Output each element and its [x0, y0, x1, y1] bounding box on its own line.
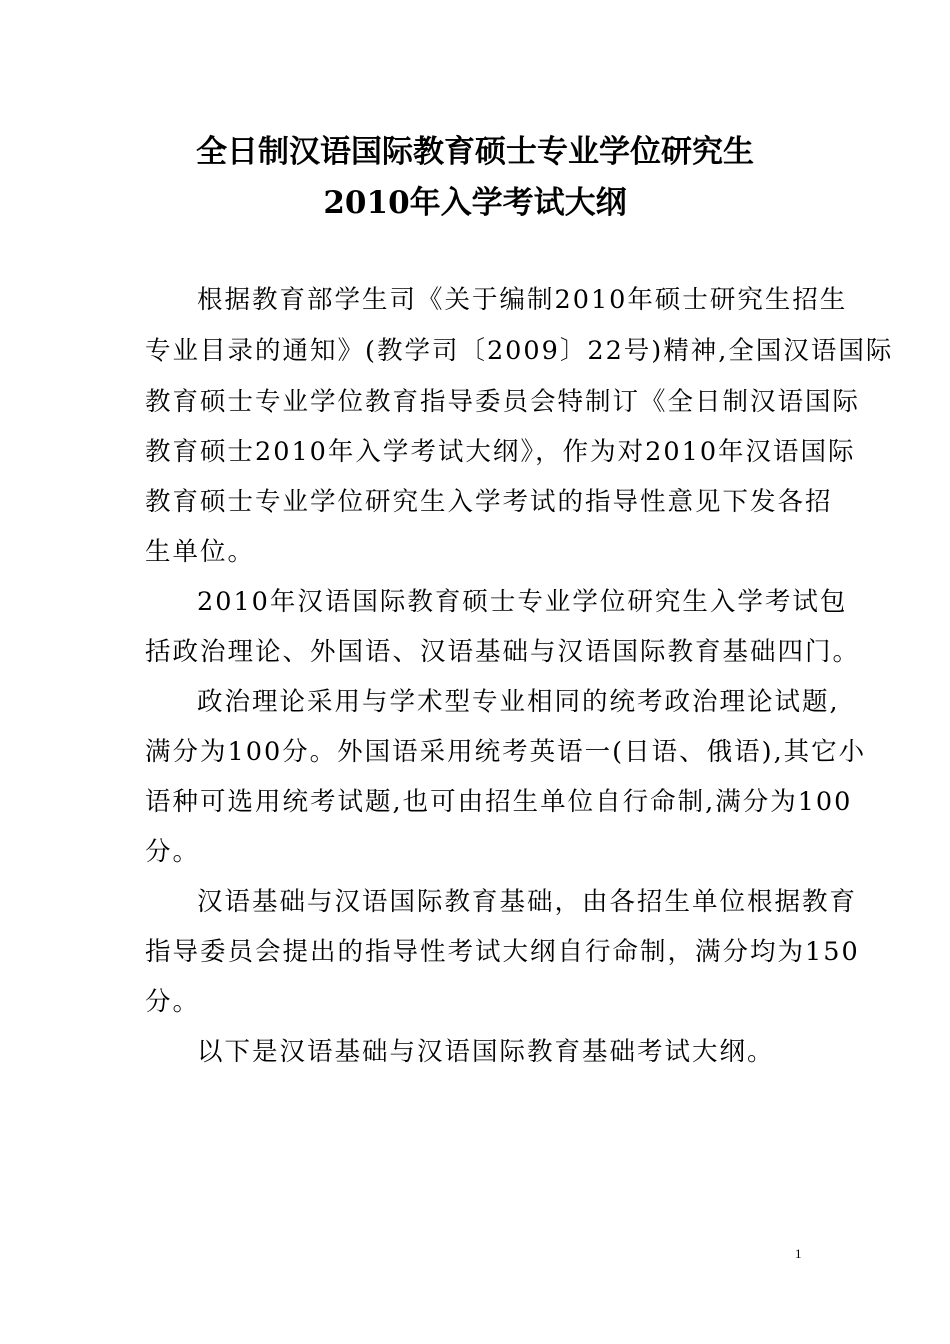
paragraph-1-line-3: 教育硕士专业学位教育指导委员会特制订《全日制汉语国际 [145, 387, 861, 417]
paragraph-1-line-1: 根据教育部学生司《关于编制2010年硕士研究生招生 [197, 285, 848, 315]
paragraph-1-line-4: 教育硕士2010年入学考试大纲》，作为对2010年汉语国际 [145, 437, 856, 467]
paragraph-1-line-5: 教育硕士专业学位研究生入学考试的指导性意见下发各招 [145, 487, 833, 517]
paragraph-4-line-2: 指导委员会提出的指导性考试大纲自行命制，满分均为150 [145, 937, 860, 967]
document-title-line-2: 2010年入学考试大纲 [323, 185, 627, 221]
paragraph-1-line-2: 专业目录的通知》(教学司〔2009〕22号)精神,全国汉语国际 [145, 336, 894, 366]
paragraph-3-line-1: 政治理论采用与学术型专业相同的统考政治理论试题, [197, 687, 840, 717]
paragraph-4-line-1: 汉语基础与汉语国际教育基础，由各招生单位根据教育 [197, 887, 858, 917]
paragraph-4-line-3: 分。 [145, 987, 201, 1017]
paragraph-3-line-4: 分。 [145, 837, 201, 867]
paragraph-3-line-2: 满分为100分。外国语采用统考英语一(日语、俄语),其它小 [145, 737, 867, 767]
paragraph-1-line-6: 生单位。 [145, 537, 256, 567]
document-title-line-1: 全日制汉语国际教育硕士专业学位研究生 [196, 134, 754, 170]
paragraph-2-line-1: 2010年汉语国际教育硕士专业学位研究生入学考试包 [197, 587, 848, 617]
paragraph-2-line-2: 括政治理论、外国语、汉语基础与汉语国际教育基础四门。 [145, 637, 861, 667]
page-number: 1 [795, 1246, 802, 1261]
paragraph-5-line-1: 以下是汉语基础与汉语国际教育基础考试大纲。 [197, 1037, 775, 1067]
paragraph-3-line-3: 语种可选用统考试题,也可由招生单位自行命制,满分为100 [145, 787, 853, 817]
